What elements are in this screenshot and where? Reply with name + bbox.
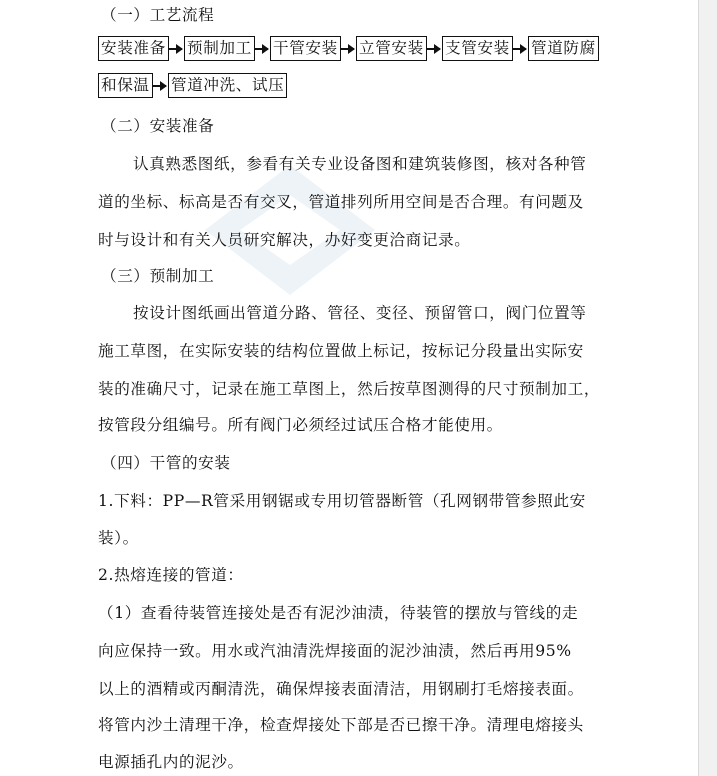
page-edge: [698, 0, 717, 776]
paragraph-line: 装）。: [98, 529, 139, 547]
flow-arrow-icon: [512, 48, 526, 50]
flow-arrow-icon: [152, 85, 166, 87]
flow-arrow-icon: [254, 48, 268, 50]
flow-arrow-icon: [168, 48, 182, 50]
flow-step-6-cont: 和保温: [98, 73, 153, 98]
paragraph-line: 2.热熔连接的管道：: [98, 566, 244, 584]
paragraph-line: 施工草图，在实际安装的结构位置做上标记，按标记分段量出实际安: [98, 342, 584, 360]
section-heading-process: （一）工艺流程: [101, 6, 215, 24]
paragraph-line: 认真熟悉图纸，参看有关专业设备图和建筑装修图，核对各种管: [133, 155, 587, 173]
paragraph-line: 按管段分组编号。所有阀门必须经过试压合格才能使用。: [98, 416, 503, 434]
paragraph-line: 按设计图纸画出管道分路、管径、变径、预留管口，阀门位置等: [133, 304, 587, 322]
process-flow: [98, 36, 698, 100]
flow-step-2: 预制加工: [184, 36, 255, 61]
section-heading-prefab: （三）预制加工: [101, 267, 215, 285]
flow-step-5: 支管安装: [442, 36, 513, 61]
section-heading-main-pipe: （四）干管的安装: [101, 454, 231, 472]
flow-step-3: 干管安装: [270, 36, 341, 61]
flow-arrow-icon: [426, 48, 440, 50]
paragraph-line: 将管内沙土清理干净，检查焊接处下部是否已擦干净。清理电熔接头: [98, 716, 584, 734]
flow-step-7: 管道冲洗、试压: [168, 73, 287, 98]
paragraph-line: 向应保持一致。用水或汽油清洗焊接面的泥沙油渍，然后再用95%: [98, 642, 572, 660]
paragraph-line: 装的准确尺寸，记录在施工草图上，然后按草图测得的尺寸预制加工，: [98, 380, 601, 398]
paragraph-line: 道的坐标、标高是否有交叉，管道排列所用空间是否合理。有问题及: [98, 193, 584, 211]
paragraph-line: （1）查看待装管连接处是否有泥沙油渍，待装管的摆放与管线的走: [98, 604, 579, 622]
paragraph-line: 电源插孔内的泥沙。: [98, 753, 244, 771]
paragraph-line: 以上的酒精或丙酮清洗，确保焊接表面清洁，用钢刷打毛熔接表面。: [98, 680, 584, 698]
paragraph-line: 1.下料：PP—R管采用钢锯或专用切管器断管（孔网钢带管参照此安: [98, 492, 586, 510]
flow-step-6: 管道防腐: [528, 36, 599, 61]
flow-step-1: 安装准备: [98, 36, 169, 61]
section-heading-prep: （二）安装准备: [101, 117, 215, 135]
flow-step-4: 立管安装: [356, 36, 427, 61]
paragraph-line: 时与设计和有关人员研究解决，办好变更洽商记录。: [98, 231, 471, 249]
flow-arrow-icon: [340, 48, 354, 50]
